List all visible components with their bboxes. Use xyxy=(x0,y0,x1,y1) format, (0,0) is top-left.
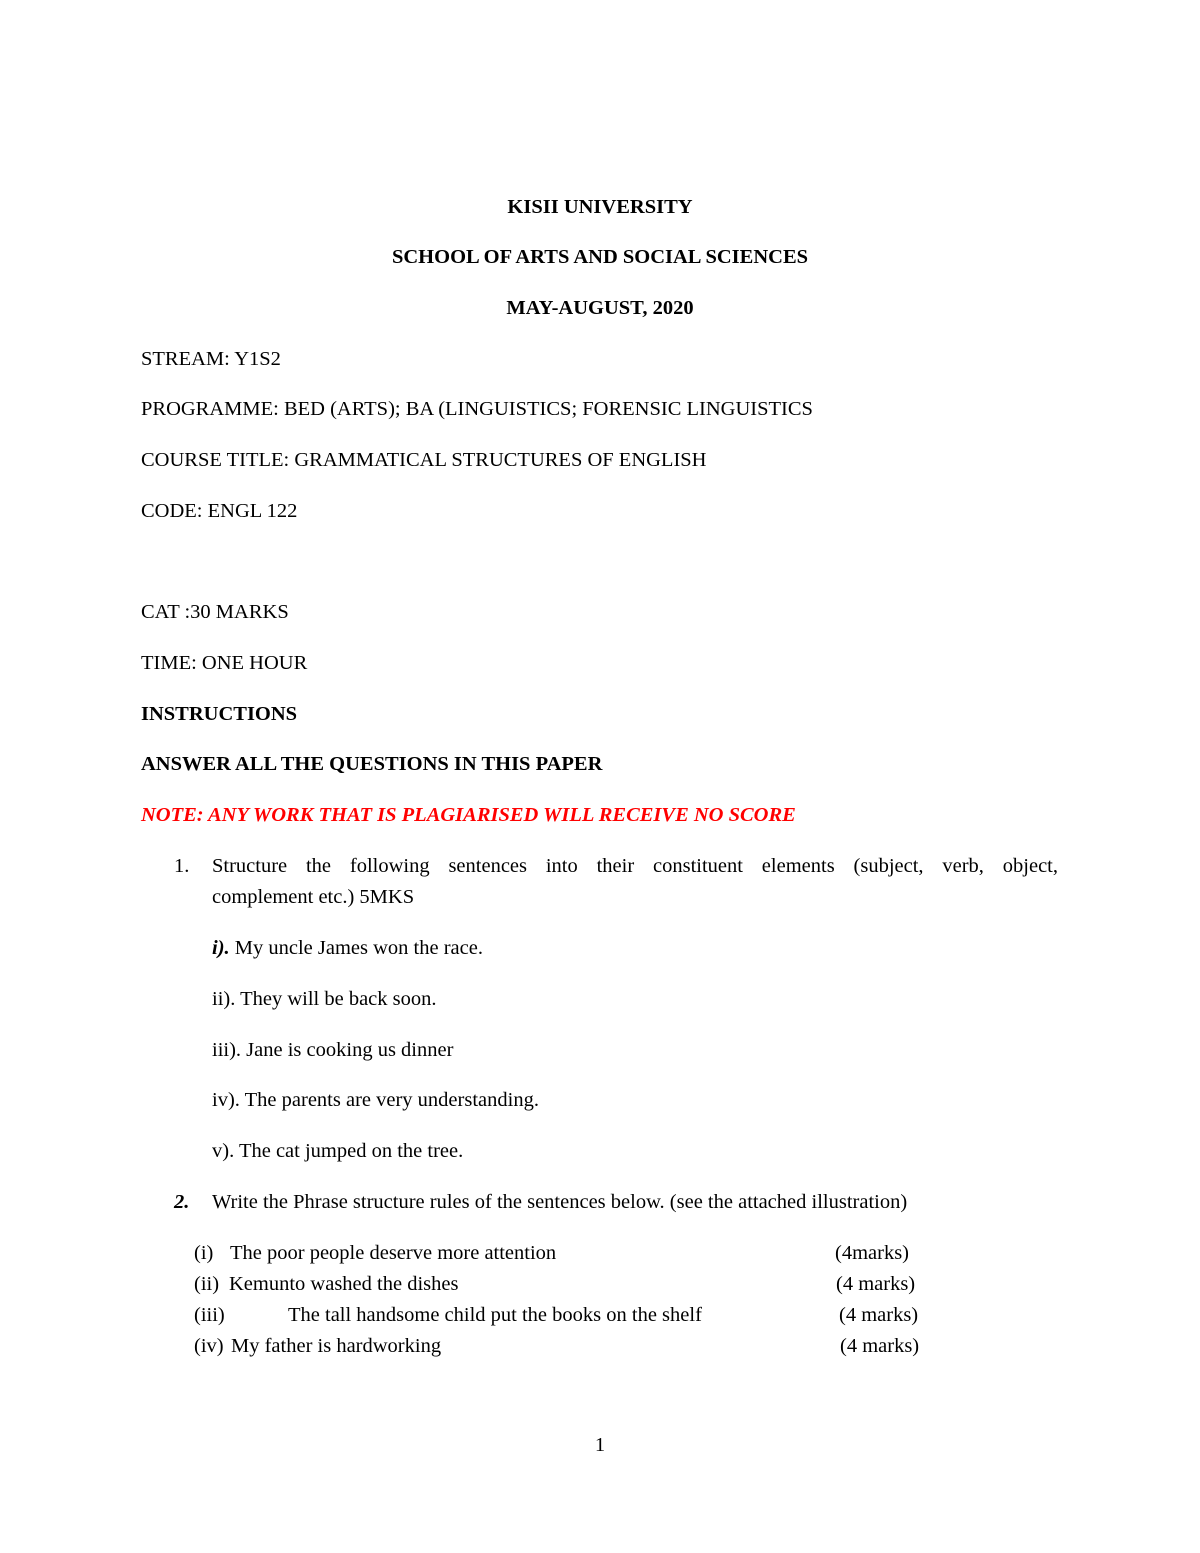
q2-item-ii-label: (ii) xyxy=(194,1273,220,1295)
q1-item-iv-label: iv). xyxy=(212,1089,240,1111)
q1-item-i-text: My uncle James won the race. xyxy=(229,937,483,959)
exam-period: MAY-AUGUST, 2020 xyxy=(506,297,694,319)
instructions-text: ANSWER ALL THE QUESTIONS IN THIS PAPER xyxy=(141,753,603,775)
stream-line: STREAM: Y1S2 xyxy=(141,348,281,370)
q2-item-iv-text: My father is hardworking xyxy=(231,1335,442,1357)
time-line: TIME: ONE HOUR xyxy=(141,652,308,674)
q1-item-iii-label: iii). xyxy=(212,1039,242,1061)
programme-line: PROGRAMME: BED (ARTS); BA (LINGUISTICS; FORENSIC LINGUISTICS xyxy=(141,398,813,420)
q1-item-v-text: The cat jumped on the tree. xyxy=(234,1140,464,1162)
school-name: SCHOOL OF ARTS AND SOCIAL SCIENCES xyxy=(391,246,809,268)
q2-item-ii-marks: (4 marks) xyxy=(836,1273,916,1295)
q1-item-v xyxy=(212,1138,463,1164)
q2-item-i-text: The poor people deserve more attention xyxy=(230,1242,557,1264)
question-1-line-2: complement etc.) 5MKS xyxy=(212,886,415,908)
question-2-text: Write the Phrase structure rules of the sentences below. (see the attached illustration) xyxy=(212,1191,908,1213)
q1-item-ii-label: ii). xyxy=(212,988,236,1010)
course-code-line: CODE: ENGL 122 xyxy=(141,500,298,522)
q1-item-iii-text: Jane is cooking us dinner xyxy=(241,1039,454,1061)
plagiarism-note: NOTE: ANY WORK THAT IS PLAGIARISED WILL RECEIVE NO SCORE xyxy=(141,804,796,826)
q1-item-v-label: v). xyxy=(212,1140,235,1162)
q2-item-i-marks: (4marks) xyxy=(835,1242,910,1264)
question-1-line-1: Structure the following sentences into their constituent elements (subject, verb, object, xyxy=(212,855,1058,877)
course-title-line: COURSE TITLE: GRAMMATICAL STRUCTURES OF ENGLISH xyxy=(141,449,707,471)
q1-item-iv xyxy=(212,1087,539,1113)
cat-marks-line: CAT :30 MARKS xyxy=(141,601,289,623)
q2-item-iii-text: The tall handsome child put the books on the shelf xyxy=(288,1304,702,1326)
q1-item-ii xyxy=(212,986,437,1012)
question-2-number: 2. xyxy=(174,1191,190,1213)
q2-item-iv-marks: (4 marks) xyxy=(840,1335,920,1357)
university-name: KISII UNIVERSITY xyxy=(507,196,693,218)
q2-item-iii-marks: (4 marks) xyxy=(839,1304,919,1326)
instructions-heading: INSTRUCTIONS xyxy=(141,703,298,725)
q2-item-i-label: (i) xyxy=(194,1242,214,1264)
q1-item-i-label: i). xyxy=(212,937,230,959)
page-number: 1 xyxy=(594,1434,606,1456)
q2-item-ii-text: Kemunto washed the dishes xyxy=(229,1273,459,1295)
q2-item-iii-label: (iii) xyxy=(194,1304,225,1326)
q1-item-i xyxy=(212,935,483,961)
q1-item-iii xyxy=(212,1037,453,1063)
q1-item-iv-text: The parents are very understanding. xyxy=(239,1089,539,1111)
q2-item-iv-label: (iv) xyxy=(194,1335,224,1357)
q1-item-ii-text: They will be back soon. xyxy=(235,988,437,1010)
question-1-number: 1. xyxy=(174,855,190,877)
